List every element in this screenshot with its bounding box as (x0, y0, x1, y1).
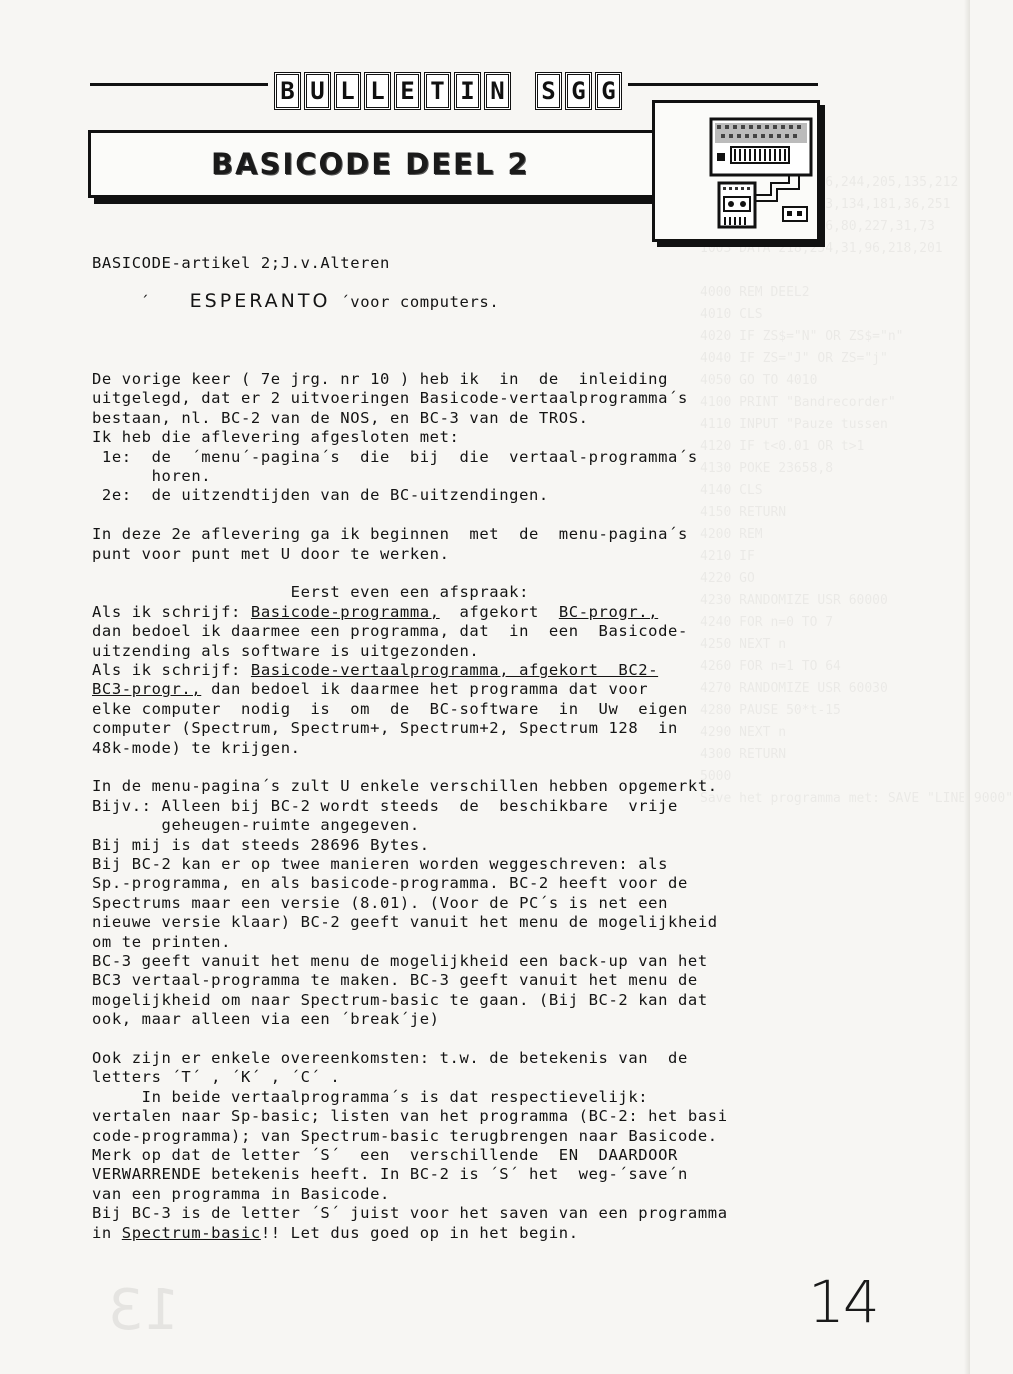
body-line (92, 991, 832, 1010)
body-line-text: 48k-mode) te krijgen. (92, 738, 301, 757)
logo-letter: B (274, 72, 301, 110)
body-line-text: 1e: de ´menu´-pagina´s die bij die vertaal-programma´s (92, 447, 698, 466)
body-line (92, 1165, 832, 1184)
body-line (92, 913, 832, 932)
body-line (92, 739, 832, 758)
body-line-text: geheugen-ruimte angegeven. (92, 816, 420, 835)
body-line-text: code-programma); van Spectrum-basic terugbrengen naar Basicode. (92, 1126, 718, 1145)
body-line (92, 933, 832, 952)
body-line-text: nieuwe versie klaar) BC-2 geeft vanuit het menu de mogelijkheid (92, 913, 718, 932)
sub-heading-rest: ´voor computers. (340, 293, 500, 311)
page-number: 14 (808, 1268, 878, 1336)
body-line-text: Sp.-programma, en als basicode-programma. BC-2 heeft voor de (92, 874, 688, 893)
body-line (92, 1204, 832, 1223)
body-line (92, 700, 832, 719)
logo-letter: L (334, 72, 361, 110)
bulletin-word (274, 72, 511, 110)
body-line-text: Bijv.: Alleen bij BC-2 wordt steeds de beschikbare vrije (92, 796, 678, 815)
body-line-text: Spectrums maar een versie (8.01). (Voor de PC´s is net een (92, 893, 669, 912)
body-line (92, 545, 832, 564)
body-line (92, 874, 832, 893)
body-line (92, 1010, 832, 1029)
body-line (92, 719, 832, 738)
logo-letter: T (424, 72, 451, 110)
computer-illustration (652, 100, 820, 242)
body-line (92, 797, 832, 816)
body-line (92, 971, 832, 990)
body-line (92, 836, 832, 855)
body-line-text: Als ik schrijf: (92, 661, 251, 679)
body-line (92, 1127, 832, 1146)
body-line (92, 680, 832, 699)
body-line-text: Bij BC-3 is de letter ´S´ juist voor het saven van een programma (92, 1204, 728, 1223)
body-line-text: mogelijkheid om naar Spectrum-basic te gaan. (Bij BC-2 kan dat (92, 990, 708, 1009)
body-line (92, 952, 832, 971)
body-line-text: Bij mij is dat steeds 28696 Bytes. (92, 835, 430, 854)
underlined-term: BC-progr., (558, 602, 659, 621)
body-line (92, 389, 832, 408)
body-line (92, 448, 832, 467)
body-line (92, 409, 832, 428)
body-line-text: vertalen naar Sp-basic; listen van het programma (BC-2: het basi (92, 1107, 728, 1126)
sgg-word (535, 72, 622, 110)
body-line (92, 486, 832, 505)
sub-heading (140, 290, 499, 312)
body-line-text: In de menu-pagina´s zult U enkele verschillen hebben opgemerkt. (92, 777, 718, 796)
underlined-term: Spectrum-basic (121, 1223, 261, 1242)
body-line-text: uitzending als software is uitgezonden. (92, 641, 480, 660)
computer-icon (659, 107, 817, 239)
body-line (92, 583, 832, 602)
logo-letter: G (595, 72, 622, 110)
quote-open: ´ (140, 293, 150, 311)
body-line-text: !! Let dus goed op in het begin. (260, 1223, 579, 1242)
logo-letter: S (535, 72, 562, 110)
body-line-text: Merk op dat de letter ´S´ een verschillende EN DAARDOOR (92, 1146, 678, 1164)
logo-letter: G (565, 72, 592, 110)
body-line (92, 1146, 832, 1165)
body-line-text: 2e: de uitzendtijden van de BC-uitzendingen. (92, 486, 549, 505)
underlined-term: BC3-progr., (92, 680, 202, 699)
body-line-text: ook, maar alleen via een ´break´je) (92, 1010, 440, 1029)
logo-letter: U (304, 72, 331, 110)
body-line-text: BC3 vertaal-programma te maken. BC-3 geeft vanuit het menu de (92, 971, 698, 990)
body-line (92, 1049, 832, 1068)
body-line-text: bestaan, nl. BC-2 van de NOS, en BC-3 van de TROS. (92, 408, 589, 427)
body-line (92, 661, 832, 680)
body-line (92, 1224, 832, 1243)
body-line-text: In beide vertaalprogramma´s is dat respectievelijk: (92, 1087, 649, 1106)
body-line (92, 603, 832, 622)
logo-letter: N (484, 72, 511, 110)
body-line-text: om te printen. (92, 932, 232, 951)
body-line (92, 622, 832, 641)
logo-letter: I (454, 72, 481, 110)
body-line-text: horen. (92, 467, 212, 485)
bleed-through-text: 205,116,244,205,135,212 25,6,43,134,181,36,251 8,3,126,80,227,31,73 1003 DATA 218,254,31,96,218,201 4000 REM DEEL2 4010 CLS 4020 IF ZS$="N" OR ZS$="n" 4040 IF ZS="J" OR ZS="j" 4050 GO TO 4010 4100 PRINT "Bandrecorder" 4110 INPUT "Pauze tussen 4120 IF t<0.01 OR t>1 4130 POKE 23658,8 4140 CLS 4150 RETURN 4200 REM 4210 IF 4220 GO 4230 RANDOMIZE USR 60000 4240 FOR n=0 TO 7 4250 NEXT n 4260 FOR n=1 TO 64 4270 RANDOMIZE USR 60030 4280 PAUSE 50*t-15 4290 NEXT n 4300 RETURN 5000 Save het programma met: SAVE "LINE 9000" (700, 175, 1013, 806)
title-box (88, 130, 680, 198)
body-line (92, 855, 832, 874)
body-line (92, 1185, 832, 1204)
logo-letter: E (394, 72, 421, 110)
body-line-text: elke computer nodig is om de BC-software in Uw eigen (92, 699, 688, 718)
body-line (92, 1107, 832, 1126)
body-line-text: BC-3 geeft vanuit het menu de mogelijkheid een back-up van het (92, 952, 708, 970)
body-line (92, 816, 832, 835)
esperanto-word: ESPERANTO (189, 290, 331, 312)
bleed-through-page-number: 13 (108, 1278, 180, 1343)
body-line-text: Bij BC-2 kan er op twee manieren worden weggeschreven: als (92, 855, 669, 873)
body-line (92, 370, 832, 389)
body-line-text: uitgelegd, dat er 2 uitvoeringen Basicode-vertaalprogramma´s (92, 389, 688, 408)
page-edge (964, 0, 970, 1374)
body-line-text: dan bedoel ik daarmee een programma, dat in een Basicode- (92, 622, 688, 641)
bulletin-sgg-logo (268, 68, 628, 114)
underlined-term: Basicode-programma, (250, 602, 440, 621)
body-line-text: Eerst even een afspraak: (92, 583, 529, 602)
article-title: BASICODE DEEL 2 (211, 147, 530, 181)
body-line-text: van een programma in Basicode. (92, 1184, 390, 1203)
logo-letter: L (364, 72, 391, 110)
body-line (92, 525, 832, 544)
body-line-text: in (92, 1223, 122, 1242)
body-line (92, 894, 832, 913)
body-line-text: Als ik schrijf: (92, 602, 251, 621)
body-line-text: computer (Spectrum, Spectrum+, Spectrum+2, Spectrum 128 in (92, 719, 678, 738)
body-line-text: dan bedoel ik daarmee het programma dat voor (201, 680, 649, 699)
body-line (92, 1068, 832, 1087)
byline: BASICODE-artikel 2;J.v.Alteren (92, 254, 390, 272)
underlined-term: Basicode-vertaalprogramma, afgekort BC2- (250, 661, 659, 679)
body-line-text: afgekort (439, 602, 559, 621)
body-line-text: Ik heb die aflevering afgesloten met: (92, 428, 460, 447)
body-line-text: Ook zijn er enkele overeenkomsten: t.w. de betekenis van de (92, 1049, 688, 1067)
body-line-text: punt voor punt met U door te werken. (92, 544, 450, 563)
body-line (92, 777, 832, 796)
body-line (92, 1088, 832, 1107)
body-line (92, 428, 832, 447)
body-line-text: De vorige keer ( 7e jrg. nr 10 ) heb ik in de inleiding (92, 370, 669, 388)
body-line-text: In deze 2e aflevering ga ik beginnen met de menu-pagina´s (92, 525, 688, 544)
body-line (92, 467, 832, 486)
body-line-text: VERWARRENDE betekenis heeft. In BC-2 is ´S´ het weg-´save´n (92, 1165, 688, 1184)
body-line-text: letters ´T´ , ´K´ , ´C´ . (92, 1068, 341, 1087)
body-line (92, 642, 832, 661)
